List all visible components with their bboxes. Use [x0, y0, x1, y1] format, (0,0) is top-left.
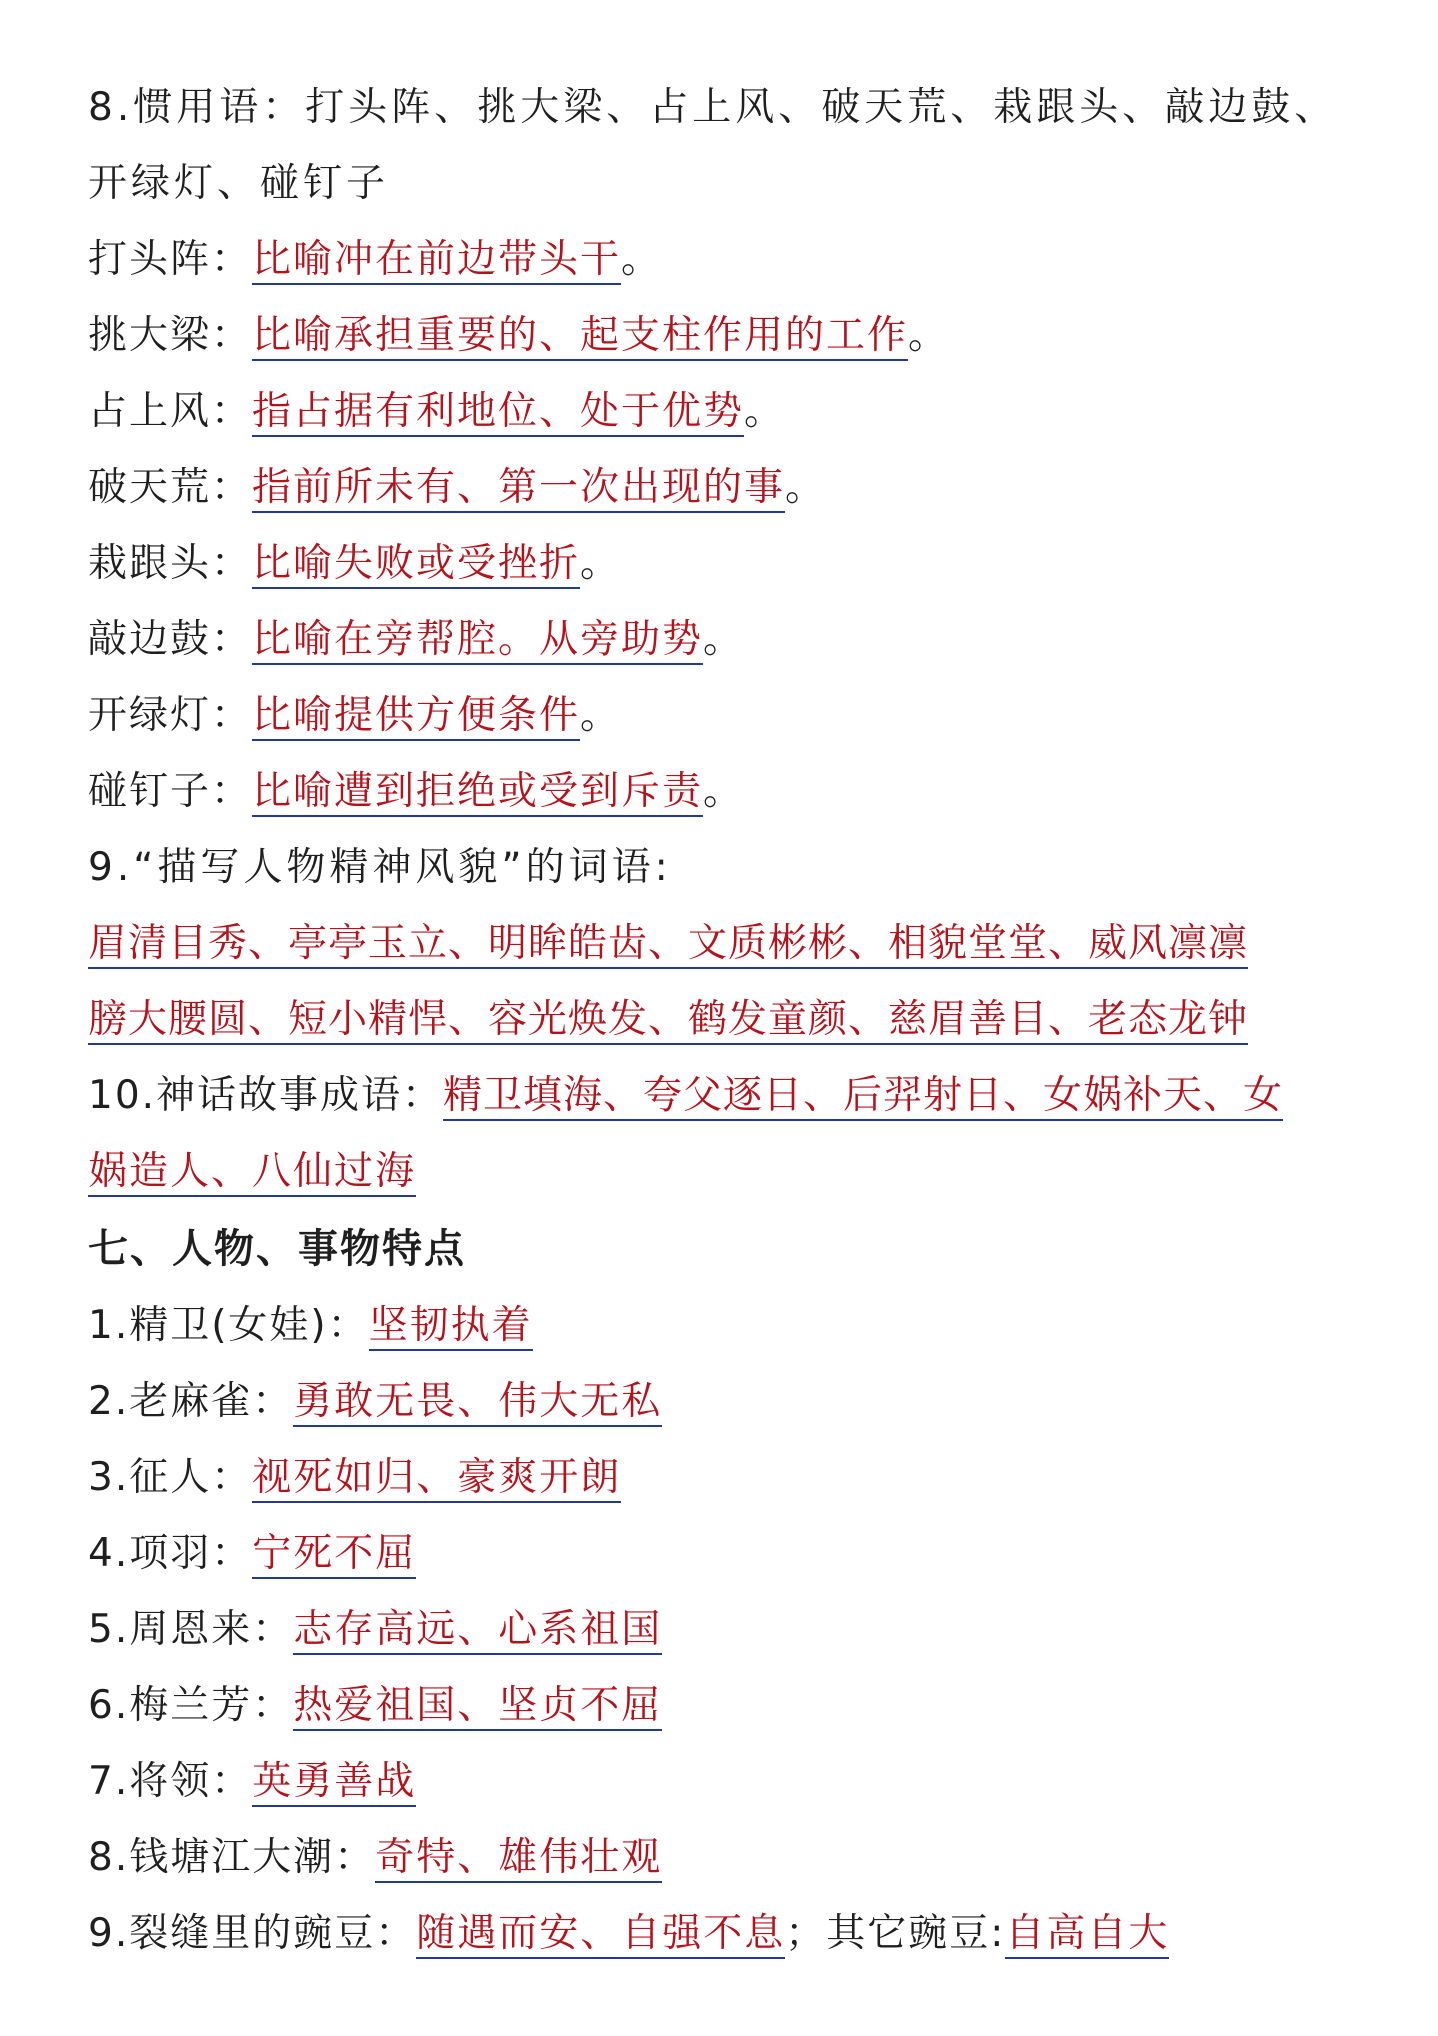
idiom-row: 破天荒：指前所未有、第一次出现的事。 [88, 450, 1368, 526]
spirit-words-line [88, 982, 1368, 1058]
idiom-row: 碰钉子：比喻遭到拒绝或受到斥责。 [88, 754, 1368, 830]
spirit-words-line [88, 906, 1368, 982]
trait-row [88, 1516, 1368, 1592]
idiom-term: 占上风： [88, 389, 253, 434]
idiom-term: 开绿灯： [88, 693, 253, 738]
trait-label: 8.钱塘江大潮： [88, 1835, 376, 1880]
idioms-title: 8.惯用语：打头阵、挑大梁、占上风、破天荒、栽跟头、敲边鼓、 [88, 85, 1338, 130]
myth-idioms-line [88, 1134, 1368, 1210]
idiom-row: 占上风：指占据有利地位、处于优势。 [88, 374, 1368, 450]
trait-answer: 志存高远、心系祖国 [293, 1607, 662, 1655]
trait-answer: 视死如归、豪爽开朗 [252, 1455, 621, 1503]
trait-answer: 奇特、雄伟壮观 [375, 1835, 662, 1883]
idiom-term: 敲边鼓： [88, 617, 253, 662]
spirit-words-title: 9.“描写人物精神风貌”的词语: [88, 845, 672, 890]
trait-row [88, 1820, 1368, 1896]
idiom-term: 碰钉子： [88, 769, 253, 814]
idiom-meaning: 比喻遭到拒绝或受到斥责 [252, 769, 703, 817]
idiom-term: 挑大梁： [88, 313, 253, 358]
trait-separator: ；其它豌豆: [785, 1911, 1006, 1956]
myth-idioms-line [88, 1058, 1368, 1134]
myth-idioms-label: 10.神话故事成语： [88, 1073, 444, 1118]
idiom-meaning: 指前所未有、第一次出现的事 [252, 465, 785, 513]
document-page [88, 70, 1368, 1972]
idiom-row: 敲边鼓：比喻在旁帮腔。从旁助势。 [88, 602, 1368, 678]
idioms-title-continued: 开绿灯、碰钉子 [88, 161, 390, 206]
section-heading: 七、人物、事物特点 [88, 1226, 466, 1272]
trait-label: 2.老麻雀： [88, 1379, 294, 1424]
trait-answer: 宁死不屈 [252, 1531, 416, 1579]
trait-answer: 热爱祖国、坚贞不屈 [293, 1683, 662, 1731]
myth-idioms-answer: 精卫填海、夸父逐日、后羿射日、女娲补天、女 [443, 1073, 1283, 1121]
idiom-term: 栽跟头： [88, 541, 253, 586]
idiom-row: 栽跟头：比喻失败或受挫折。 [88, 526, 1368, 602]
idiom-term: 打头阵： [88, 237, 253, 282]
trait-label: 5.周恩来： [88, 1607, 294, 1652]
trait-label: 7.将领： [88, 1759, 253, 1804]
idiom-row: 打头阵：比喻冲在前边带头干。 [88, 222, 1368, 298]
idiom-meaning: 比喻失败或受挫折 [252, 541, 580, 589]
idiom-row: 开绿灯：比喻提供方便条件。 [88, 678, 1368, 754]
trait-row [88, 1440, 1368, 1516]
trait-row [88, 1592, 1368, 1668]
trait-row [88, 1744, 1368, 1820]
trait-answer: 坚韧执着 [369, 1303, 533, 1351]
trait-label: 1.精卫(女娃)： [88, 1303, 369, 1348]
trait-answer-other: 自高自大 [1005, 1911, 1169, 1959]
idiom-term: 破天荒： [88, 465, 253, 510]
idiom-meaning: 比喻冲在前边带头干 [252, 237, 621, 285]
spirit-words-answer: 膀大腰圆、短小精悍、容光焕发、鹤发童颜、慈眉善目、老态龙钟 [88, 997, 1248, 1045]
trait-answer: 勇敢无畏、伟大无私 [293, 1379, 662, 1427]
trait-label: 3.征人： [88, 1455, 253, 1500]
trait-row [88, 1288, 1368, 1364]
trait-label: 9.裂缝里的豌豆： [88, 1911, 417, 1956]
myth-idioms-answer: 娲造人、八仙过海 [88, 1149, 416, 1197]
idiom-meaning: 比喻承担重要的、起支柱作用的工作 [252, 313, 908, 361]
trait-answer: 随遇而安、自强不息 [416, 1911, 785, 1959]
idiom-meaning: 比喻在旁帮腔。从旁助势 [252, 617, 703, 665]
trait-row [88, 1364, 1368, 1440]
trait-row [88, 1896, 1368, 1972]
idiom-meaning: 指占据有利地位、处于优势 [252, 389, 744, 437]
spirit-words-answer: 眉清目秀、亭亭玉立、明眸皓齿、文质彬彬、相貌堂堂、威风凛凛 [88, 921, 1248, 969]
idiom-row: 挑大梁：比喻承担重要的、起支柱作用的工作。 [88, 298, 1368, 374]
idiom-meaning: 比喻提供方便条件 [252, 693, 580, 741]
trait-label: 4.项羽： [88, 1531, 253, 1576]
trait-row [88, 1668, 1368, 1744]
trait-label: 6.梅兰芳： [88, 1683, 294, 1728]
trait-answer: 英勇善战 [252, 1759, 416, 1807]
